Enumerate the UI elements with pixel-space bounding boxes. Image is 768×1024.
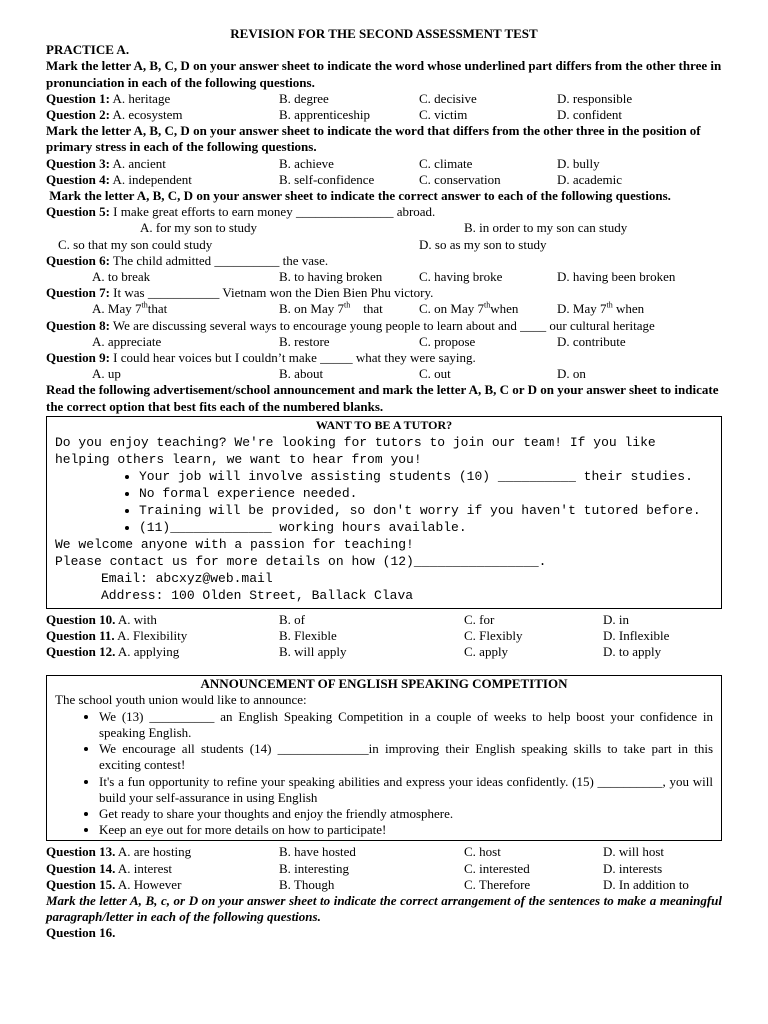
instruction-stress: Mark the letter A, B, C, D on your answer sheet to indicate the word that differs from the other three in the position of primary stress in each of the following questions. xyxy=(46,123,701,155)
option-c: C. so that my son could study xyxy=(58,236,213,252)
option-d: D. May 7th when xyxy=(557,301,645,317)
question-5 xyxy=(46,204,722,253)
announcement-list xyxy=(55,709,713,839)
option-c: C. host xyxy=(464,844,501,860)
question-7 xyxy=(46,285,722,317)
question-label: Question 7: xyxy=(46,285,110,301)
question-label: Question 5: xyxy=(46,204,110,220)
option-c: C. victim xyxy=(419,107,468,122)
list-item: • We (13) __________ an English Speaking Competition in a couple of weeks to help boost your confidence in speaking English. xyxy=(99,709,713,741)
instruction-pronunciation: Mark the letter A, B, C, D on your answer sheet to indicate the word whose underlined part differs from the other three in pronunciation in each of the following questions. xyxy=(46,58,722,90)
list-item: • It's a fun opportunity to refine your speaking abilities and express your ideas confidently. (15) __________, you will build your self-assurance in using English xyxy=(99,774,713,806)
question-11 xyxy=(46,628,722,644)
advertisement-address: Address: 100 Olden Street, Ballack Clava xyxy=(101,587,414,603)
option-a: A. for my son to study xyxy=(140,220,257,236)
list-item: • We encourage all students (14) ______________in improving their English speaking skills to take part in this exciting contest! xyxy=(99,741,713,773)
question-label: Question 15. xyxy=(46,876,116,892)
advertisement-box xyxy=(46,416,722,609)
worksheet-page xyxy=(46,26,722,941)
option-a: A. independent xyxy=(112,171,192,187)
question-6 xyxy=(46,253,722,285)
question-label: Question 11. xyxy=(46,627,115,643)
practice-heading: PRACTICE A. xyxy=(46,42,130,58)
option-b: B. of xyxy=(279,611,305,627)
option-d: D. to apply xyxy=(603,644,662,660)
option-a: A. ecosystem xyxy=(112,107,183,122)
question-4 xyxy=(46,172,722,188)
option-a: A. appreciate xyxy=(92,333,162,349)
advertisement-welcome: We welcome anyone with a passion for teaching! xyxy=(55,536,414,552)
option-b: B. about xyxy=(279,366,324,382)
option-b: B. on May 7th that xyxy=(279,301,383,317)
option-b: B. degree xyxy=(279,90,329,106)
question-label: Question 8: xyxy=(46,317,110,333)
question-stem: I could hear voices but I couldn’t make _____ what they were saying. xyxy=(109,349,476,365)
option-c: C. having broke xyxy=(419,268,503,284)
option-d: D. academic xyxy=(557,171,622,187)
question-stem: It was ___________ Vietnam won the Dien Bien Phu victory. xyxy=(109,285,434,301)
option-d: D. will host xyxy=(603,844,665,860)
option-b: B. to having broken xyxy=(279,268,383,284)
option-b: B. will apply xyxy=(279,644,347,660)
question-12 xyxy=(46,644,722,660)
option-c: C. interested xyxy=(464,860,530,876)
option-d: D. contribute xyxy=(557,333,626,349)
option-d: D. on xyxy=(557,366,586,382)
advertisement-list xyxy=(55,468,713,536)
list-item: • Training will be provided, so don't worry if you haven't tutored before. xyxy=(139,502,713,519)
announcement-title: ANNOUNCEMENT OF ENGLISH SPEAKING COMPETITION xyxy=(200,676,568,692)
option-c: C. Therefore xyxy=(464,876,531,892)
question-stem: I make great efforts to earn money _______________ abroad. xyxy=(109,204,436,220)
option-b: B. apprenticeship xyxy=(279,107,370,122)
option-d: D. responsible xyxy=(557,90,633,106)
advertisement-intro: Do you enjoy teaching? We're looking for tutors to join our team! If you like helping others learn, we want to hear from you! xyxy=(55,434,656,467)
option-d: D. in xyxy=(603,611,629,627)
list-item: • No formal experience needed. xyxy=(139,485,713,502)
option-b: B. self-confidence xyxy=(279,171,375,187)
option-a: A. with xyxy=(115,611,157,627)
option-a: A. are hosting xyxy=(115,844,192,860)
option-d: D. Inflexible xyxy=(603,627,670,643)
option-b: B. Flexible xyxy=(279,627,337,643)
option-d: D. In addition to xyxy=(603,876,689,892)
question-15 xyxy=(46,877,722,893)
option-a: A. applying xyxy=(115,644,180,660)
question-3 xyxy=(46,156,722,172)
option-a: A. ancient xyxy=(112,155,166,171)
option-d: D. having been broken xyxy=(557,268,676,284)
option-d: D. interests xyxy=(603,860,663,876)
option-a: A. to break xyxy=(92,268,151,284)
option-b: B. have hosted xyxy=(279,844,356,860)
question-14 xyxy=(46,861,722,877)
option-c: C. conservation xyxy=(419,171,501,187)
question-label: Question 1: xyxy=(46,90,110,106)
option-c: C. for xyxy=(464,611,495,627)
instruction-correct-answer: Mark the letter A, B, C, D on your answer sheet to indicate the correct answer to each of the following questions. xyxy=(46,187,671,203)
question-2 xyxy=(46,107,722,123)
page-title: REVISION FOR THE SECOND ASSESSMENT TEST xyxy=(230,26,538,41)
list-item: • Get ready to share your thoughts and enjoy the friendly atmosphere. xyxy=(99,806,713,822)
list-item: • Keep an eye out for more details on how to participate! xyxy=(99,822,713,838)
instruction-arrangement: Mark the letter A, B, c, or D on your answer sheet to indicate the correct arrangement of the sentences to make a meaningful paragraph/letter in each of the following questions. xyxy=(46,892,722,925)
question-10 xyxy=(46,612,722,628)
question-13 xyxy=(46,844,722,860)
option-c: C. propose xyxy=(419,333,476,349)
list-item: • Your job will involve assisting students (10) __________ their studies. xyxy=(139,468,713,485)
option-c: C. climate xyxy=(419,155,473,171)
option-c: C. apply xyxy=(464,644,509,660)
announcement-intro: The school youth union would like to announce: xyxy=(55,692,307,708)
option-c: C. decisive xyxy=(419,90,477,106)
question-1 xyxy=(46,91,722,107)
advertisement-email: Email: abcxyz@web.mail xyxy=(101,570,273,586)
option-c: C. out xyxy=(419,366,451,382)
option-b: B. interesting xyxy=(279,860,350,876)
question-label: Question 12. xyxy=(46,644,116,660)
option-b: B. in order to my son can study xyxy=(464,220,628,236)
option-a: A. May 7ththat xyxy=(92,301,168,317)
option-c: C. on May 7thwhen xyxy=(419,301,519,317)
question-8 xyxy=(46,318,722,350)
option-d: D. so as my son to study xyxy=(419,236,547,252)
question-label: Question 4: xyxy=(46,171,110,187)
question-stem: We are discussing several ways to encourage young people to learn about and ____ our cultural heritage xyxy=(109,317,655,333)
question-16-label: Question 16. xyxy=(46,925,116,941)
question-label: Question 3: xyxy=(46,155,110,171)
question-label: Question 9: xyxy=(46,349,110,365)
advertisement-contact: Please contact us for more details on how (12)________________. xyxy=(55,553,547,569)
announcement-box xyxy=(46,675,722,841)
option-b: B. achieve xyxy=(279,155,334,171)
option-c: C. Flexibly xyxy=(464,627,523,643)
instruction-reading: Read the following advertisement/school announcement and mark the letter A, B, C or D on your answer sheet to indicate the correct option that best fits each of the numbered blanks. xyxy=(46,382,719,414)
option-d: D. confident xyxy=(557,107,622,122)
question-9 xyxy=(46,350,722,382)
option-a: A. interest xyxy=(115,860,173,876)
option-b: B. Though xyxy=(279,876,335,892)
question-label: Question 14. xyxy=(46,860,116,876)
option-a: A. up xyxy=(92,366,121,382)
option-d: D. bully xyxy=(557,155,600,171)
advertisement-title: WANT TO BE A TUTOR? xyxy=(315,417,453,432)
option-b: B. restore xyxy=(279,333,330,349)
list-item: • (11)_____________ working hours available. xyxy=(139,519,713,536)
question-stem: The child admitted __________ the vase. xyxy=(109,252,329,268)
question-label: Question 2: xyxy=(46,107,110,122)
question-label: Question 13. xyxy=(46,844,116,860)
question-label: Question 6: xyxy=(46,252,110,268)
option-a: A. heritage xyxy=(112,90,171,106)
option-a: A. Flexibility xyxy=(114,627,188,643)
question-label: Question 10. xyxy=(46,611,116,627)
option-a: A. However xyxy=(115,876,182,892)
